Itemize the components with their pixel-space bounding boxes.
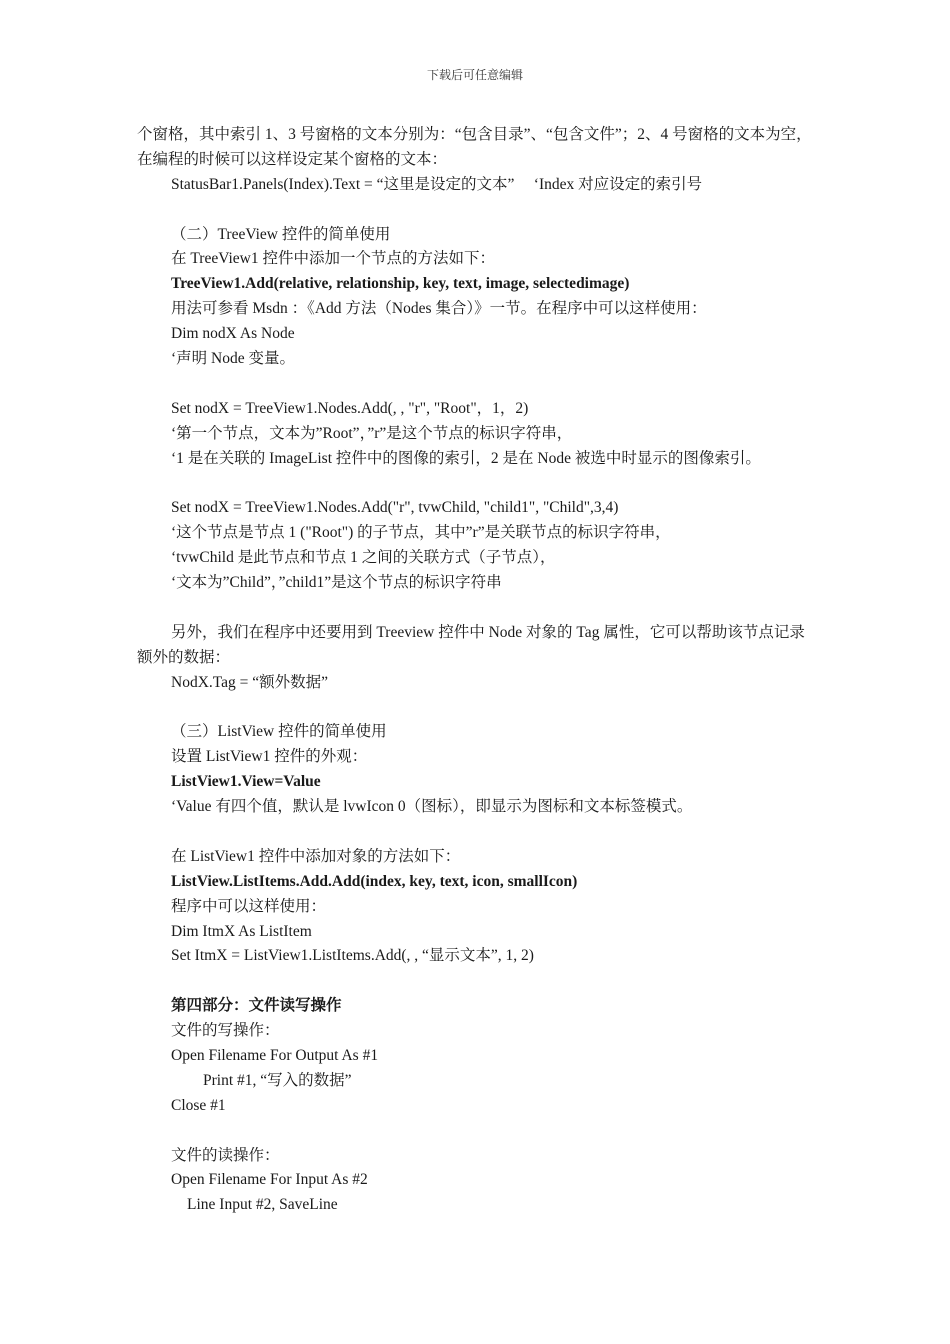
text-line: 文件的写操作： — [171, 1022, 280, 1040]
text-line: 在 TreeView1 控件中添加一个节点的方法如下： — [171, 250, 495, 268]
code-line: Set ItmX = ListView1.ListItems.Add(, , “显示文本”, 1, 2) — [171, 947, 534, 965]
blank-line — [137, 820, 817, 845]
blank-line — [137, 596, 817, 621]
code-line: Open Filename For Output As #1 — [171, 1047, 379, 1065]
page-header: 下载后可任意编辑 — [426, 68, 523, 82]
comment-line: ‘1 是在关联的 ImageList 控件中的图像的索引，2 是在 Node 被选中时显示的图像索引。 — [171, 449, 761, 467]
code-line: Dim nodX As Node — [171, 325, 295, 343]
code-line: Dim ItmX As ListItem — [171, 922, 312, 940]
document-body — [137, 123, 817, 1218]
section-heading: （二）TreeView 控件的简单使用 — [171, 225, 391, 243]
text-line: 用法可参看 Msdn ：《Add 方法（Nodes 集合）》一节。在程序中可以这样使用： — [171, 300, 707, 318]
code-line: Close #1 — [171, 1096, 226, 1114]
blank-line — [137, 969, 817, 994]
code-line: Set nodX = TreeView1.Nodes.Add(, , "r", "Root"，1，2) — [171, 399, 529, 417]
code-line: StatusBar1.Panels(Index).Text = “这里是设定的文本” ‘Index 对应设定的索引号 — [171, 175, 703, 193]
section-heading: （三）ListView 控件的简单使用 — [171, 723, 387, 741]
blank-line — [137, 1119, 817, 1144]
blank-line — [137, 198, 817, 223]
comment-line: ‘文本为”Child”，”child1”是这个节点的标识字符串 — [171, 574, 502, 592]
blank-line — [137, 472, 817, 497]
text-line: 在 ListView1 控件中添加对象的方法如下： — [171, 847, 461, 865]
comment-line: ‘声明 Node 变量。 — [171, 350, 295, 368]
code-signature: ListView.ListItems.Add.Add(index, key, text, icon, smallIcon) — [171, 872, 578, 890]
code-line: Open Filename For Input As #2 — [171, 1171, 368, 1189]
code-line: NodX.Tag = “额外数据” — [171, 673, 329, 691]
code-signature: ListView1.View=Value — [171, 773, 321, 791]
text-line: 设置 ListView1 控件的外观： — [171, 748, 368, 766]
code-line: Print #1, “写入的数据” — [203, 1071, 352, 1089]
code-signature: TreeView1.Add(relative, relationship, key, text, image, selectedimage) — [171, 275, 630, 293]
blank-line — [137, 372, 817, 397]
part-heading: 第四部分：文件读写操作 — [171, 997, 342, 1015]
paragraph-panel-text: 个窗格，其中索引 1、3 号窗格的文本分别为：“包含目录”、“包含文件”；2、4 号窗格的文本为空，在编程的时候可以这样设定某个窗格的文本： — [137, 126, 812, 168]
paragraph-tag-property: 另外，我们在程序中还要用到 Treeview 控件中 Node 对象的 Tag 属性，它可以帮助该节点记录额外的数据： — [137, 623, 805, 666]
code-line: Set nodX = TreeView1.Nodes.Add("r", tvwChild, "child1", "Child",3,4) — [171, 499, 619, 517]
code-line: Line Input #2, SaveLine — [187, 1196, 338, 1214]
text-line: 程序中可以这样使用： — [171, 897, 327, 915]
comment-line: ‘第一个节点，文本为”Root”，”r”是这个节点的标识字符串， — [171, 424, 573, 442]
comment-line: ‘这个节点是节点 1 ("Root") 的子节点，其中”r”是关联节点的标识字符串， — [171, 524, 671, 542]
blank-line — [137, 696, 817, 721]
comment-line: ‘tvwChild 是此节点和节点 1 之间的关联方式（子节点）， — [171, 549, 556, 567]
comment-line: ‘Value 有四个值，默认是 lvwIcon 0（图标），即显示为图标和文本标签模式。 — [171, 798, 693, 816]
text-line: 文件的读操作： — [171, 1146, 280, 1164]
